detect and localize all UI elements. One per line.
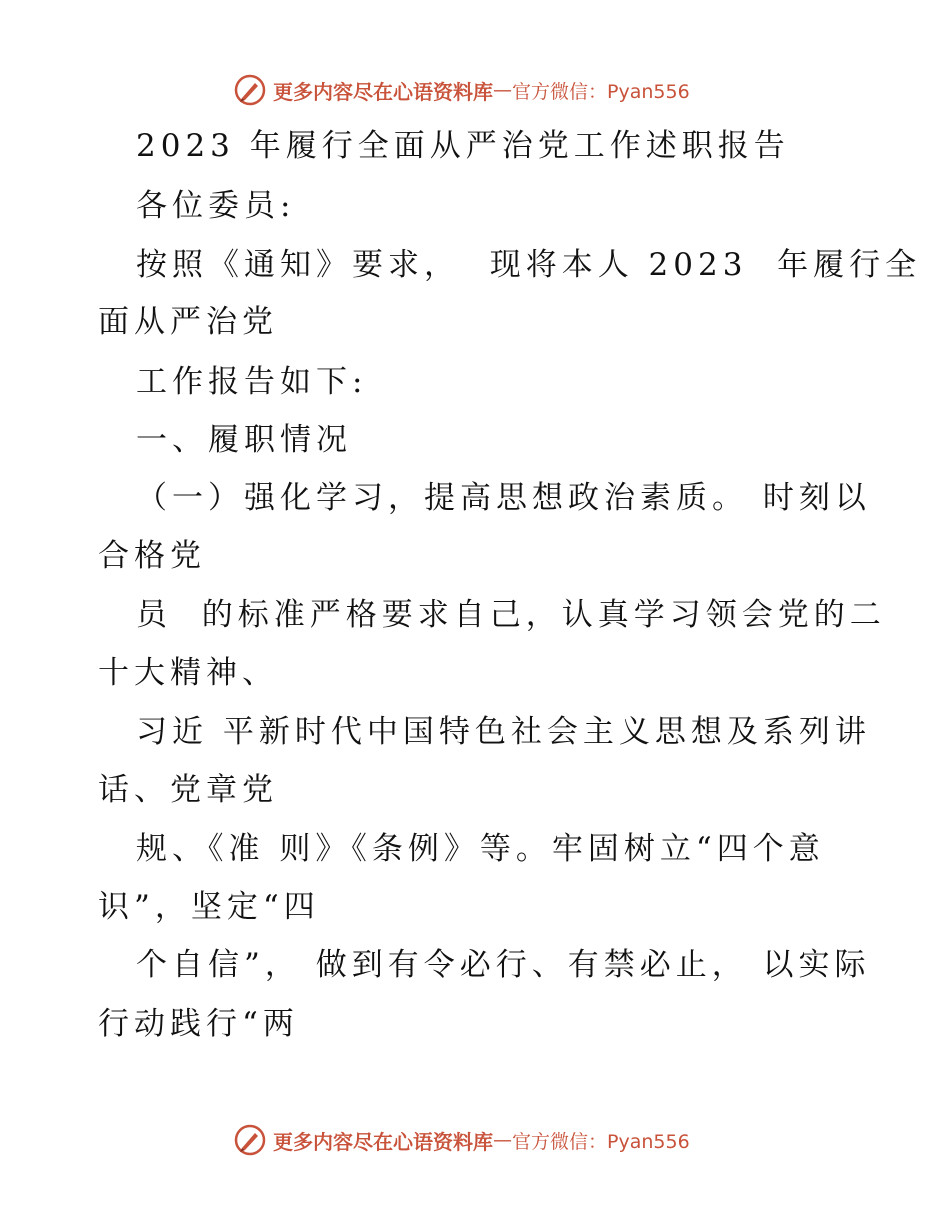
paragraph-line: 面从严治党 bbox=[98, 304, 278, 340]
section-heading: 一、履职情况 bbox=[136, 422, 352, 458]
paragraph-line: 工作报告如下: bbox=[136, 364, 368, 400]
paragraph-line: 识”，坚定“四 bbox=[98, 889, 320, 925]
salutation: 各位委员: bbox=[136, 188, 296, 224]
watermark-footer bbox=[233, 1122, 690, 1158]
paragraph-line: 行动践行“两 bbox=[98, 1006, 299, 1042]
pen-logo-icon bbox=[233, 73, 267, 107]
watermark-header bbox=[233, 72, 690, 108]
subsection-heading: （一）强化学习，提高思想政治素质。 时刻以 bbox=[136, 480, 871, 516]
paragraph-line: 个自信”， 做到有令必行、有禁必止， 以实际 bbox=[136, 947, 871, 983]
watermark-brand: 更多内容尽在心语资料库 bbox=[273, 79, 493, 104]
paragraph-line: 十大精神、 bbox=[98, 655, 278, 691]
paragraph-line: 习近 平新时代中国特色社会主义思想及系列讲 bbox=[136, 714, 871, 750]
pen-logo-icon bbox=[233, 1123, 267, 1157]
paragraph-line: 员 的标准严格要求自己，认真学习领会党的二 bbox=[136, 597, 886, 633]
watermark-contact: 官方微信：Pyan556 bbox=[512, 80, 690, 103]
paragraph-line: 合格党 bbox=[98, 538, 206, 574]
watermark-dash: — bbox=[493, 1129, 512, 1151]
paragraph-line: 话、党章党 bbox=[98, 772, 278, 808]
watermark-brand: 更多内容尽在心语资料库 bbox=[273, 1129, 493, 1154]
watermark-contact: 官方微信：Pyan556 bbox=[512, 1130, 690, 1153]
document-title: 2023 年履行全面从严治党工作述职报告 bbox=[136, 128, 790, 164]
paragraph-line: 规、《准 则》《条例》等。牢固树立“四个意 bbox=[136, 831, 825, 867]
watermark-dash: — bbox=[493, 79, 512, 101]
paragraph-line: 按照《通知》要求， 现将本人 2023 年履行全 bbox=[136, 247, 922, 283]
